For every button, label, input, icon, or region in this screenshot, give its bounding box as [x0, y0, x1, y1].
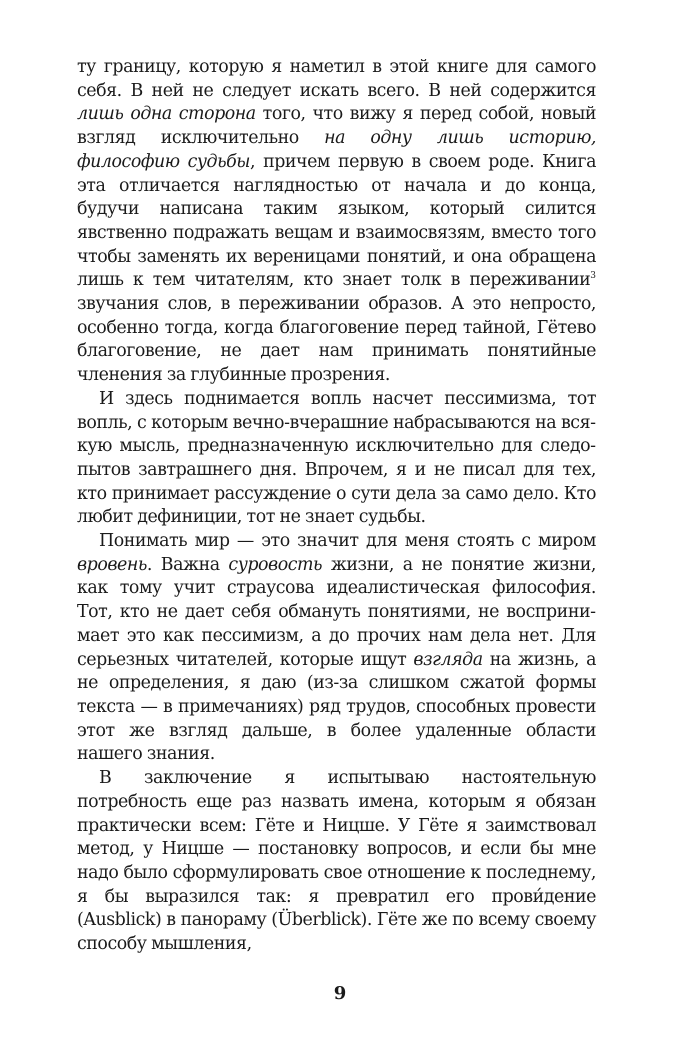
text-run: , причем первую в своем роде. Книга эта отличается наглядностью от начала и до конца, будучи написана таким языком, который силится явственно подражать вещам и взаимосвязям, вместо того чтобы заменять их вереницами понятий, и она обращена лишь к тем читателям, кто знает толк в переживании — [77, 151, 596, 291]
text-run: звучания слов, в переживании образов. А это непросто, особенно тогда, когда благоговение перед тайной, Гётево благоговение, не дает нам принимать понятийные членения за глубинные прозрения. — [77, 294, 596, 386]
text-run: того, что вижу я перед собой, новый взгляд исключительно — [77, 104, 597, 149]
italic-run: взгляда — [413, 649, 483, 670]
page-number: 9 — [333, 983, 347, 1004]
paragraph-1 — [77, 56, 596, 388]
text-run: И здесь поднимается вопль насчет пессимизма, тот вопль, с которым вечно-вчерашние набрасываются на всякую мысль, предназначенную исключительно для следопытов завтрашнего дня. Впрочем, я и не писал для тех, кто принимает рассуждение о сути дела за само дело. Кто любит дефиниции, тот не знает судьбы. — [77, 388, 596, 528]
text-run: В заключение я испытываю настоятельную потребность еще раз назвать имена, которым я обязан практически всем: Гёте и Ницше. У Гёте я заимствовал метод, у Ницше — постановку вопросов, и если бы мне надо было сформулировать свое отношение к последнему, я бы выразился так: я превратил его прови́дение (Ausblick) в панораму (Überblick). Гёте же по всему своему способу мышления, — [77, 768, 596, 955]
page-body — [77, 56, 596, 957]
footnote-ref-3[interactable]: 3 — [590, 271, 596, 282]
paragraph-2 — [77, 388, 596, 530]
text-run: Понимать мир — это значит для меня стоять с миром — [99, 531, 596, 552]
italic-run: вровень — [77, 554, 147, 575]
text-run: жизни, а не понятие жизни, как тому учит страусова идеалистическая философия. Тот, кто не дает себя обмануть понятиями, не воспринимает это как пессимизм, а до прочих нам дела нет. Для серьезных читателей, которые ищут — [77, 554, 596, 670]
paragraph-4 — [77, 767, 596, 957]
text-run: ту границу, которую я наметил в этой книге для самого себя. В ней не следует искать всего. В ней содержится — [77, 57, 596, 101]
italic-run: лишь одна сторона — [77, 104, 256, 125]
paragraph-3 — [77, 530, 596, 767]
italic-run: на одну лишь историю, философию судьбы — [77, 128, 597, 172]
text-run: на жизнь, а не определения, я даю (из-за слишком сжатой формы текста — в примечаниях) ряд трудов, способных провести этот же взгляд дальше, в более удаленные области нашего знания. — [77, 649, 596, 765]
italic-run: суровость — [228, 554, 323, 575]
text-run: . Важна — [146, 554, 229, 575]
